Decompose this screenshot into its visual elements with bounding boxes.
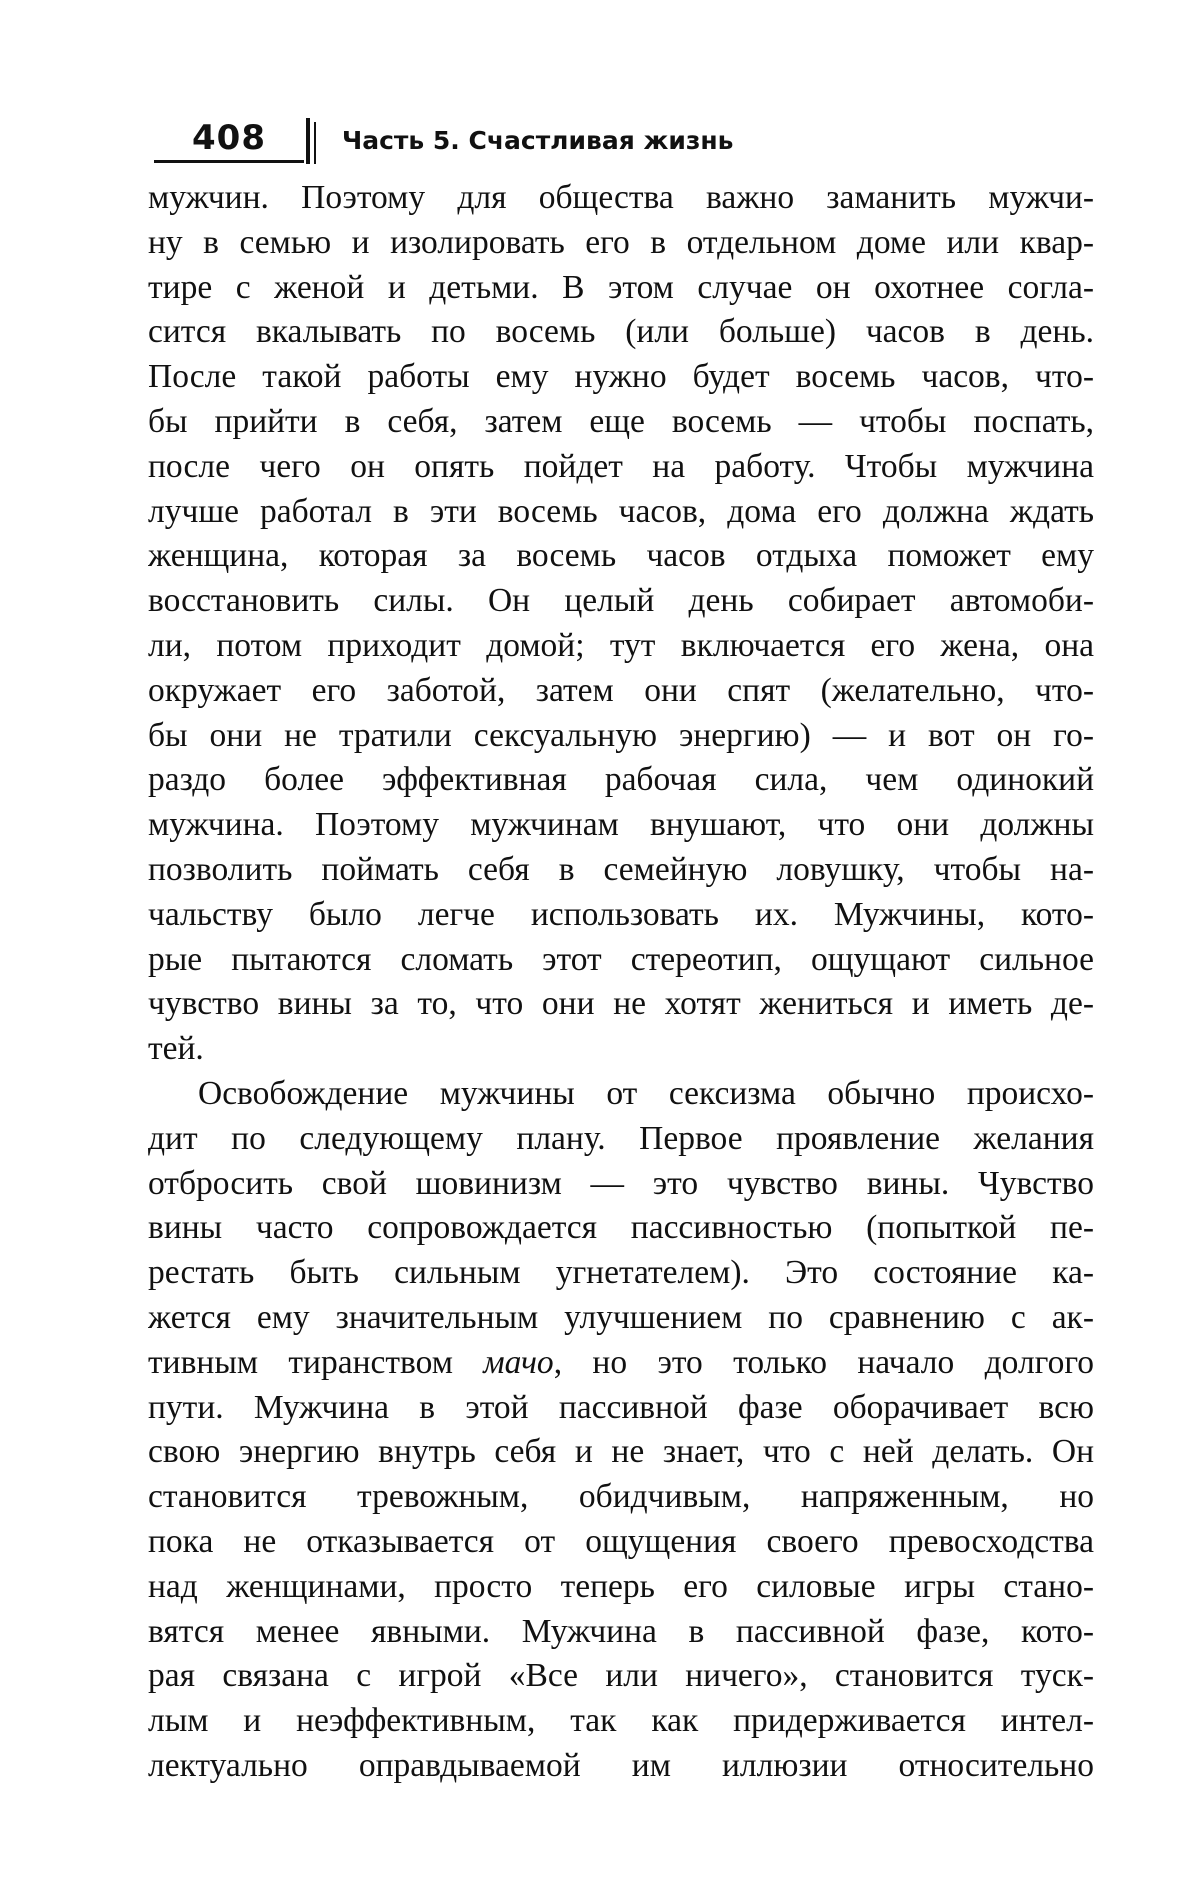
text-line: тире с женой и детьми. В этом случае он охотнее согла-	[148, 268, 1094, 306]
text-line: отбросить свой шовинизм — это чувство вины. Чувство	[148, 1164, 1094, 1202]
running-title: Часть 5. Счастливая жизнь	[342, 126, 734, 155]
text-line: бы прийти в себя, затем еще восемь — чтобы поспать,	[148, 402, 1094, 440]
text-line: становится тревожным, обидчивым, напряженным, но	[148, 1478, 1094, 1516]
text-line: лым и неэффективным, так как придерживается интел-	[148, 1702, 1094, 1740]
header-divider	[306, 118, 310, 164]
text-line: жется ему значительным улучшением по сравнению с ак-	[148, 1298, 1094, 1336]
text-line-with-italic	[148, 1341, 1094, 1386]
text-line: рестать быть сильным угнетателем). Это состояние ка-	[148, 1254, 1094, 1292]
text-line: ну в семью и изолировать его в отдельном доме или квар-	[148, 223, 1094, 261]
paragraph-1	[148, 176, 1094, 1072]
text-line: позволить поймать себя в семейную ловушку, чтобы на-	[148, 850, 1094, 888]
text-line: пути. Мужчина в этой пассивной фазе оборачивает всю	[148, 1388, 1094, 1426]
text-line: восстановить силы. Он целый день собирает автомоби-	[148, 582, 1094, 620]
text-line: женщина, которая за восемь часов отдыха поможет ему	[148, 537, 1094, 575]
text-line: чальству было легче использовать их. Мужчины, кото-	[148, 895, 1094, 933]
text-line: раздо более эффективная рабочая сила, чем одинокий	[148, 761, 1094, 799]
page-header	[154, 118, 1054, 168]
text-line: вятся менее явными. Мужчина в пассивной фазе, кото-	[148, 1612, 1094, 1650]
text-line: рые пытаются сломать этот стереотип, ощущают сильное	[148, 940, 1094, 978]
text-line: После такой работы ему нужно будет восемь часов, что-	[148, 358, 1094, 396]
body-text	[148, 176, 1094, 1789]
text-fragment: тивным тиранством	[148, 1343, 484, 1381]
text-line: лучше работал в эти восемь часов, дома его должна ждать	[148, 492, 1094, 530]
text-line: тей.	[148, 1030, 204, 1068]
text-line: пока не отказывается от ощущения своего превосходства	[148, 1522, 1094, 1560]
text-line: мужчин. Поэтому для общества важно заманить мужчи-	[148, 179, 1094, 216]
text-line: после чего он опять пойдет на работу. Чтобы мужчина	[148, 447, 1094, 485]
text-line: рая связана с игрой «Все или ничего», становится туск-	[148, 1657, 1094, 1695]
page-number: 408	[192, 118, 266, 158]
text-line: бы они не тратили сексуальную энергию) — и вот он го-	[148, 716, 1094, 754]
text-line: лектуально оправдываемой им иллюзии относительно	[148, 1746, 1094, 1784]
text-line: окружает его заботой, затем они спят (желательно, что-	[148, 671, 1094, 709]
text-line: свою энергию внутрь себя и не знает, что с ней делать. Он	[148, 1433, 1094, 1471]
text-line: чувство вины за то, что они не хотят жениться и иметь де-	[148, 985, 1094, 1023]
italic-term: мачо	[483, 1343, 554, 1381]
page-number-underline	[154, 160, 304, 163]
text-line: над женщинами, просто теперь его силовые игры стано-	[148, 1567, 1094, 1605]
header-divider-thin	[314, 122, 316, 164]
text-line: вины часто сопровождается пассивностью (попыткой пе-	[148, 1209, 1094, 1247]
text-line: дит по следующему плану. Первое проявление желания	[148, 1119, 1094, 1157]
text-line: ли, потом приходит домой; тут включается его жена, она	[148, 626, 1094, 664]
text-line: сится вкалывать по восемь (или больше) часов в день.	[148, 313, 1094, 351]
paragraph-2	[148, 1072, 1094, 1789]
text-line: Освобождение мужчины от сексизма обычно происхо-	[198, 1074, 1094, 1112]
text-line: мужчина. Поэтому мужчинам внушают, что они должны	[148, 806, 1094, 844]
text-fragment: , но это только начало долгого	[553, 1343, 1094, 1381]
